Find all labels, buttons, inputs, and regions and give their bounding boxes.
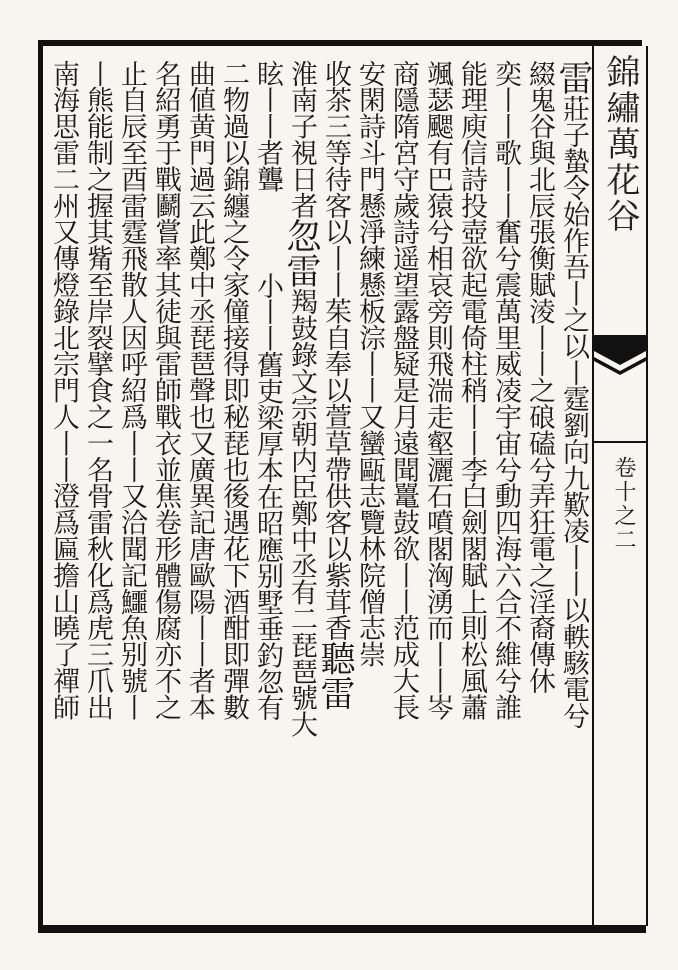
column-text: 奕丨丨歌丨丨奮兮震萬里威凌宇宙兮動四海六合不維兮誰	[490, 60, 521, 721]
frame-border-bottom	[38, 925, 646, 933]
text-column-4	[455, 60, 487, 920]
text-column-2	[523, 60, 555, 920]
text-column-1	[553, 60, 593, 920]
column-text: 莊子蟄令始作吾丨之以丨霆劉向九歎凌丨丨以軼駭電兮	[558, 95, 589, 729]
volume-label: 卷十之二	[611, 456, 636, 552]
book-title: 錦繡萬花谷	[600, 54, 640, 234]
column-text: 丨熊能制之握其觜至岸裂擘食之一名骨雷秋化爲虎三爪出	[82, 60, 113, 721]
column-text: 收茶三等待客以丨丨茱自奉以萱草帶供客以紫茸香	[320, 60, 351, 641]
frame-border-left	[38, 40, 43, 933]
text-column-5	[421, 60, 453, 920]
text-column-6	[387, 60, 419, 920]
text-column-7	[353, 60, 385, 920]
column-text: 安閑詩斗門懸淨練懸板淙丨丨又蠻甌志覽林院僧志崇	[354, 60, 385, 668]
column-text: 止自辰至酉雷霆飛散人因呼紹爲丨丨又洽聞記鱷魚别號丨	[116, 60, 147, 721]
text-column-14	[115, 60, 147, 920]
entry-heading: 忽雷	[281, 218, 321, 289]
frame-border-top	[38, 40, 642, 46]
entry-heading: 雷	[553, 60, 593, 95]
column-text: 綴鬼谷與北辰張衡賦淩丨丨之硠磕兮弄狂電之淫裔傳休	[524, 60, 555, 694]
column-text: 名紹勇于戰鬬嘗率其徒與雷師戰衣並焦卷形體傷腐亦不之	[150, 60, 181, 721]
column-text: 眩丨丨者聾	[252, 60, 283, 193]
column-text: 曲値黄門過云此鄭中丞琵琶聲也又廣異記唐歐陽丨丨者本	[184, 60, 215, 721]
text-column-9	[281, 60, 321, 920]
column-text: 二物過以錦纏之令家僮接得即秘琵也後遇花下酒酣即彈數	[218, 60, 249, 721]
text-column-8	[315, 60, 355, 920]
text-column-11	[217, 60, 249, 920]
text-column-15	[81, 60, 113, 920]
column-text: 颯瑟颸有巴猿兮相哀旁則飛湍走壑灑石噴閣洶湧而丨丨岑	[422, 60, 453, 721]
fish-tail-icon	[594, 331, 646, 379]
page-margin-column	[592, 46, 648, 926]
text-column-3	[489, 60, 521, 920]
text-column-10	[251, 60, 283, 920]
column-text: 小丨丨舊吏梁厚本在昭應别墅垂釣忽有	[252, 272, 283, 721]
text-column-12	[183, 60, 215, 920]
text-column-16	[47, 60, 79, 920]
column-text: 商隱隋宮守歲詩遥望露盤疑是月遠聞鼍鼓欲丨丨范成大長	[388, 60, 419, 721]
column-text: 能理庾信詩投壺欲起電倚柱稍丨丨李白劍閣賦上則松風蕭	[456, 60, 487, 721]
column-text: 羯鼓錄文宗朝内臣鄭中丞有二琵琶號大	[286, 288, 317, 738]
column-text: 淮南子視日者	[286, 60, 317, 219]
column-text: 南海思雷二州又傳燈錄北宗門人丨丨澄爲匾擔山曉了禪師	[48, 60, 79, 721]
text-column-13	[149, 60, 181, 920]
entry-heading: 聽雷	[315, 640, 355, 711]
margin-rule	[594, 441, 646, 443]
